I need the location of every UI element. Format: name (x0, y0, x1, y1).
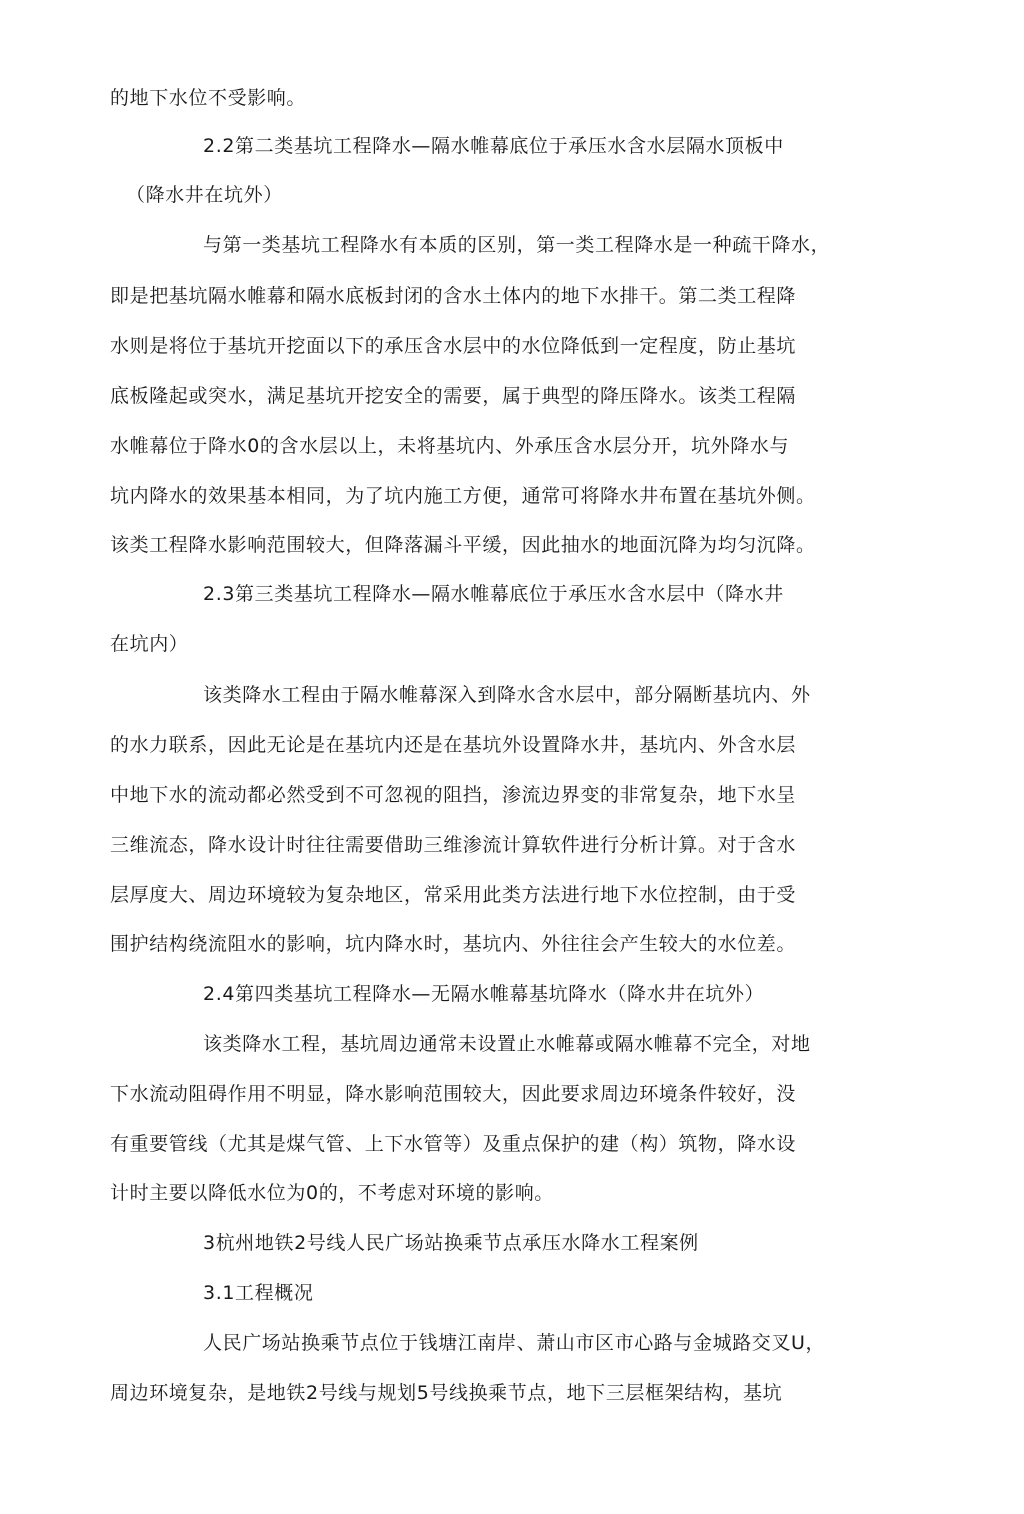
section-heading-2-4: 2.4第四类基坑工程降水—无隔水帷幕基坑降水（降水井在坑外） (203, 983, 765, 1005)
section-heading-2-3: 2.3第三类基坑工程降水—隔水帷幕底位于承压水含水层中（降水井 (203, 583, 784, 605)
section-heading-3-1: 3.1工程概况 (203, 1282, 314, 1304)
text-line: 的地下水位不受影响。 (110, 87, 307, 109)
paragraph-line: 人民广场站换乘节点位于钱塘江南岸、萧山市区市心路与金城路交叉U， (203, 1332, 826, 1354)
paragraph-line: 有重要管线（尤其是煤气管、上下水管等）及重点保护的建（构）筑物，降水设 (110, 1133, 797, 1155)
paragraph-line: 即是把基坑隔水帷幕和隔水底板封闭的含水土体内的地下水排干。第二类工程降 (110, 285, 797, 307)
paragraph-line: 该类工程降水影响范围较大，但降落漏斗平缓，因此抽水的地面沉降为均匀沉降。 (110, 534, 816, 556)
paragraph-line: 该类降水工程，基坑周边通常未设置止水帷幕或隔水帷幕不完全，对地 (203, 1033, 811, 1055)
section-heading-3: 3杭州地铁2号线人民广场站换乘节点承压水降水工程案例 (203, 1232, 699, 1254)
paragraph-line: 三维流态，降水设计时往往需要借助三维渗流计算软件进行分析计算。对于含水 (110, 834, 797, 856)
section-heading-2-2: 2.2第二类基坑工程降水—隔水帷幕底位于承压水含水层隔水顶板中 (203, 135, 784, 157)
section-heading-2-3-cont: 在坑内） (110, 633, 189, 655)
paragraph-line: 底板隆起或突水，满足基坑开挖安全的需要，属于典型的降压降水。该类工程隔 (110, 385, 797, 407)
paragraph-line: 水则是将位于基坑开挖面以下的承压含水层中的水位降低到一定程度，防止基坑 (110, 335, 797, 357)
paragraph-line: 中地下水的流动都必然受到不可忽视的阻挡，渗流边界变的非常复杂，地下水呈 (110, 784, 797, 806)
paragraph-line: 坑内降水的效果基本相同，为了坑内施工方便，通常可将降水井布置在基坑外侧。 (110, 485, 816, 507)
paragraph-line: 围护结构绕流阻水的影响，坑内降水时，基坑内、外往往会产生较大的水位差。 (110, 933, 797, 955)
paragraph-line: 的水力联系，因此无论是在基坑内还是在基坑外设置降水井，基坑内、外含水层 (110, 734, 797, 756)
paragraph-line: 层厚度大、周边环境较为复杂地区，常采用此类方法进行地下水位控制，由于受 (110, 884, 797, 906)
section-heading-2-2-cont: （降水井在坑外） (126, 184, 283, 206)
paragraph-line: 周边环境复杂，是地铁2号线与规划5号线换乘节点，地下三层框架结构，基坑 (110, 1382, 783, 1404)
paragraph-line: 与第一类基坑工程降水有本质的区别，第一类工程降水是一种疏干降水， (203, 234, 831, 256)
paragraph-line: 下水流动阻碍作用不明显，降水影响范围较大，因此要求周边环境条件较好，没 (110, 1083, 797, 1105)
paragraph-line: 该类降水工程由于隔水帷幕深入到降水含水层中，部分隔断基坑内、外 (203, 684, 811, 706)
paragraph-line: 水帷幕位于降水0的含水层以上，未将基坑内、外承压含水层分开，坑外降水与 (110, 435, 790, 457)
paragraph-line: 计时主要以降低水位为0的，不考虑对环境的影响。 (110, 1182, 554, 1204)
